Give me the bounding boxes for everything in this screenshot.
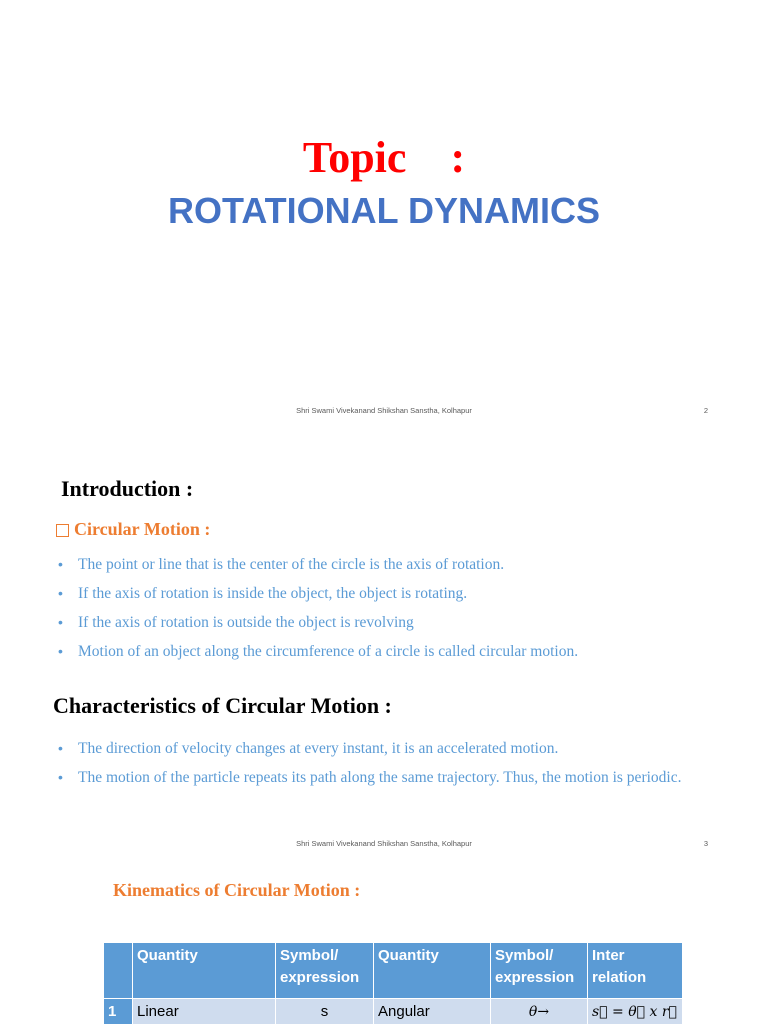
slide-introduction: [0, 432, 768, 864]
table-row: [104, 999, 683, 1024]
table-cell: θ→: [491, 999, 588, 1024]
table-header-cell: [104, 943, 133, 999]
intro-heading: Introduction :: [61, 476, 194, 501]
table-header-cell: Symbol/ expression: [276, 943, 374, 999]
table-cell: s⃗ = θ⃗ x r⃗: [588, 999, 683, 1024]
slide-footer: Shri Swami Vivekanand Shikshan Sanstha, Kolhapur: [296, 839, 472, 848]
table-header-cell: Quantity: [133, 943, 276, 999]
circular-motion-label: Circular Motion :: [74, 519, 211, 539]
topic-colon: :: [450, 133, 466, 182]
table-header-cell: Quantity: [374, 943, 491, 999]
table-cell: s: [276, 999, 374, 1024]
kinematics-table: [103, 942, 683, 1024]
list-item: • The point or line that is the center of the circle is the axis of rotation.: [56, 550, 756, 579]
page-title: ROTATIONAL DYNAMICS: [168, 190, 600, 231]
kinematics-heading: Kinematics of Circular Motion :: [113, 880, 361, 900]
slide-footer: Shri Swami Vivekanand Shikshan Sanstha, Kolhapur: [296, 406, 472, 415]
list-item: • The direction of velocity changes at every instant, it is an accelerated motion.: [56, 734, 716, 763]
table-cell: 1: [104, 999, 133, 1024]
slide-kinematics: [0, 864, 768, 1024]
table-header-cell: Symbol/ expression: [491, 943, 588, 999]
list-item: • If the axis of rotation is inside the object, the object is rotating.: [56, 579, 756, 608]
characteristics-bullet-list: [56, 734, 716, 792]
topic-label: [0, 132, 768, 183]
slide-number: 3: [703, 839, 708, 848]
characteristics-heading: Characteristics of Circular Motion :: [53, 693, 392, 718]
table-header-row: [104, 943, 683, 999]
topic-word: Topic: [302, 133, 407, 182]
table-cell: Linear: [133, 999, 276, 1024]
checkbox-icon: [56, 524, 69, 537]
intro-bullet-list: [56, 550, 756, 666]
slide-title: [0, 0, 768, 432]
list-item: • The motion of the particle repeats its path along the same trajectory. Thus, the motion is periodic.: [56, 763, 716, 792]
list-item: • If the axis of rotation is outside the object is revolving: [56, 608, 756, 637]
slide-number: 2: [703, 406, 708, 415]
table-cell: Angular: [374, 999, 491, 1024]
circular-motion-heading: [56, 519, 210, 540]
list-item: • Motion of an object along the circumference of a circle is called circular motion.: [56, 637, 756, 666]
table-header-cell: Inter relation: [588, 943, 683, 999]
